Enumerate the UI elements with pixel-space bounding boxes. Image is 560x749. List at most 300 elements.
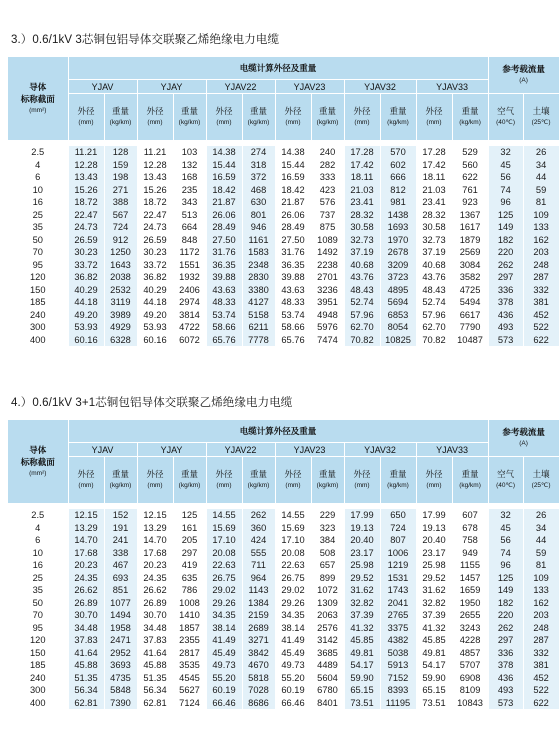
table-cell: 62.81 (68, 697, 104, 710)
table-row (8, 622, 559, 635)
table-row (8, 234, 559, 247)
table-cell: 23.17 (344, 547, 380, 560)
table-cell: 493 (488, 321, 523, 334)
table-cell: 17.10 (206, 534, 242, 547)
table-cell: 4725 (452, 284, 488, 297)
table-cell: 297 (488, 271, 523, 284)
table-row (8, 534, 559, 547)
table-cell: 34.48 (68, 622, 104, 635)
table-cell: 3723 (380, 271, 416, 284)
table-cell: 13.43 (68, 171, 104, 184)
table-cell: 40.68 (344, 259, 380, 272)
table-cell: 3084 (452, 259, 488, 272)
table-cell: 493 (488, 684, 523, 697)
table-cell: 45 (488, 159, 523, 172)
table-cell: 20.23 (137, 559, 173, 572)
cell-section: 35 (8, 584, 68, 597)
table-cell: 21.03 (344, 184, 380, 197)
table-cell: 15.69 (206, 522, 242, 535)
table-cell: 40.29 (68, 284, 104, 297)
table-cell: 59 (523, 547, 559, 560)
table-cell: 66.46 (275, 697, 311, 710)
table-row (8, 246, 559, 259)
header-outer-diameter-label: 外径 (215, 106, 233, 116)
header-outer-diameter (68, 94, 104, 141)
table-cell: 4489 (311, 659, 344, 672)
table-cell: 13.29 (68, 522, 104, 535)
table-cell: 635 (173, 572, 206, 585)
header-outer-diameter-unit: (mm) (354, 119, 370, 126)
table-cell: 12.28 (68, 159, 104, 172)
table-cell: 3814 (173, 309, 206, 322)
table-cell: 24.73 (137, 221, 173, 234)
table-cell: 2678 (380, 246, 416, 259)
table-cell: 37.39 (344, 609, 380, 622)
table-cell: 19.13 (344, 522, 380, 535)
table-cell: 513 (173, 209, 206, 222)
table-cell: 22.47 (137, 209, 173, 222)
table-cell: 981 (380, 196, 416, 209)
header-conductor-section (8, 57, 68, 141)
table-cell: 508 (311, 547, 344, 560)
table-cell: 128 (104, 146, 137, 159)
table-cell: 29.26 (275, 597, 311, 610)
table-cell: 41.32 (416, 622, 452, 635)
header-model: YJAV23 (275, 443, 344, 457)
table-cell: 26.75 (206, 572, 242, 585)
table-cell: 53.74 (275, 309, 311, 322)
table-cell: 21.87 (275, 196, 311, 209)
table-cell: 274 (242, 146, 275, 159)
header-weight-label: 重量 (461, 106, 479, 116)
table-cell: 56 (488, 534, 523, 547)
table-cell: 26.59 (68, 234, 104, 247)
table-cell: 32 (488, 509, 523, 522)
table-cell: 31.76 (206, 246, 242, 259)
header-outer-diameter-label: 外径 (77, 106, 95, 116)
table-cell: 4948 (311, 309, 344, 322)
header-model: YJAV33 (416, 443, 488, 457)
header-outer-diameter-unit: (mm) (285, 119, 301, 126)
table-cell: 37.19 (344, 246, 380, 259)
table-cell: 53.93 (137, 321, 173, 334)
table-cell: 666 (380, 171, 416, 184)
table-cell: 25.98 (416, 559, 452, 572)
cell-section: 16 (8, 559, 68, 572)
cell-section: 2.5 (8, 509, 68, 522)
table-cell: 43.76 (416, 271, 452, 284)
table-cell: 41.49 (206, 634, 242, 647)
table-cell: 191 (104, 522, 137, 535)
table-cell: 203 (523, 609, 559, 622)
header-outer-diameter (206, 457, 242, 504)
table-cell: 15.26 (68, 184, 104, 197)
header-soil-unit: (25℃) (531, 482, 551, 489)
table-cell: 18.11 (416, 171, 452, 184)
table-cell: 3842 (242, 647, 275, 660)
table-cell: 11.21 (68, 146, 104, 159)
table-cell: 622 (523, 334, 559, 347)
header-conductor-label: 导体 标称截面 (20, 81, 55, 104)
header-soil-label: 土壤 (532, 469, 550, 479)
table-cell: 11.21 (137, 146, 173, 159)
table-cell: 4722 (173, 321, 206, 334)
table-cell: 16.59 (206, 171, 242, 184)
table-cell: 567 (104, 209, 137, 222)
table-cell: 27.50 (206, 234, 242, 247)
table-cell: 22.47 (68, 209, 104, 222)
header-outer-diameter-unit: (mm) (78, 119, 94, 126)
table-cell: 419 (173, 559, 206, 572)
table-cell: 57.96 (416, 309, 452, 322)
table-cell: 34.35 (206, 609, 242, 622)
header-model: YJAV22 (206, 80, 275, 94)
table-cell: 1072 (311, 584, 344, 597)
header-weight-unit: (kg/km) (109, 482, 132, 489)
table-cell: 34 (523, 522, 559, 535)
table-cell: 1932 (173, 271, 206, 284)
table-cell: 44.18 (137, 296, 173, 309)
table-row (8, 221, 559, 234)
table-cell: 198 (104, 171, 137, 184)
table-cell: 630 (242, 196, 275, 209)
table-cell: 66.46 (206, 697, 242, 710)
table-cell: 1161 (242, 234, 275, 247)
table-cell: 37.19 (416, 246, 452, 259)
table-cell: 26.06 (275, 209, 311, 222)
table-cell: 15.69 (275, 522, 311, 535)
table-cell: 2569 (452, 246, 488, 259)
table-cell: 3142 (311, 634, 344, 647)
table-cell: 159 (104, 159, 137, 172)
cell-section: 150 (8, 647, 68, 660)
table-cell: 36.82 (68, 271, 104, 284)
table-cell: 26.89 (137, 597, 173, 610)
table-cell: 40.68 (416, 259, 452, 272)
table-cell: 45.49 (206, 647, 242, 660)
table-row (8, 196, 559, 209)
table-cell: 41.49 (275, 634, 311, 647)
table-cell: 13.29 (137, 522, 173, 535)
table-cell: 912 (104, 234, 137, 247)
table-row (8, 522, 559, 535)
table-cell: 44 (523, 171, 559, 184)
header-outer-diameter (344, 457, 380, 504)
table-cell: 73.51 (344, 697, 380, 710)
table-cell: 21.87 (206, 196, 242, 209)
table-row (8, 334, 559, 347)
table-cell: 39.88 (206, 271, 242, 284)
table-cell: 2355 (173, 634, 206, 647)
table-cell: 30.23 (68, 246, 104, 259)
table-cell: 60.19 (206, 684, 242, 697)
table-cell: 17.28 (344, 146, 380, 159)
table-cell: 381 (523, 659, 559, 672)
cell-section: 95 (8, 622, 68, 635)
table-cell: 19.13 (416, 522, 452, 535)
table-cell: 11195 (380, 697, 416, 710)
header-current-rating (488, 57, 559, 94)
table-cell: 2063 (311, 609, 344, 622)
header-air (488, 94, 523, 141)
table-cell: 607 (452, 509, 488, 522)
table-cell: 737 (311, 209, 344, 222)
table-cell: 70.82 (416, 334, 452, 347)
table-cell: 58.66 (275, 321, 311, 334)
cell-section: 10 (8, 184, 68, 197)
table-cell: 133 (523, 584, 559, 597)
header-model: YJAV33 (416, 80, 488, 94)
table-cell: 1494 (104, 609, 137, 622)
table-cell: 1006 (380, 547, 416, 560)
header-weight-label: 重量 (180, 106, 198, 116)
header-outer-diameter-label: 外径 (425, 469, 443, 479)
table-cell: 32.73 (416, 234, 452, 247)
table-cell: 44 (523, 534, 559, 547)
table-cell: 26.06 (206, 209, 242, 222)
table-cell: 37.39 (416, 609, 452, 622)
header-model: YJAV32 (344, 80, 416, 94)
table-cell: 240 (311, 146, 344, 159)
header-weight (104, 94, 137, 141)
cell-section: 4 (8, 522, 68, 535)
table-cell: 271 (104, 184, 137, 197)
header-weight-label: 重量 (249, 106, 267, 116)
table-cell: 51.35 (137, 672, 173, 685)
table-cell: 946 (242, 221, 275, 234)
table-cell: 10825 (380, 334, 416, 347)
table-cell: 45.85 (416, 634, 452, 647)
table-cell: 30.58 (416, 221, 452, 234)
table-cell: 3209 (380, 259, 416, 272)
table-cell: 2471 (104, 634, 137, 647)
table-header (8, 420, 559, 504)
table-cell: 18.11 (344, 171, 380, 184)
table-cell: 5604 (311, 672, 344, 685)
table-cell: 2974 (173, 296, 206, 309)
table-cell: 4735 (104, 672, 137, 685)
table-cell: 3375 (380, 622, 416, 635)
table-cell: 7790 (452, 321, 488, 334)
table-cell: 36.35 (206, 259, 242, 272)
table-cell: 436 (488, 309, 523, 322)
table-cell: 132 (173, 159, 206, 172)
table-cell: 388 (104, 196, 137, 209)
table-cell: 43.63 (206, 284, 242, 297)
table-cell: 807 (380, 534, 416, 547)
table-cell: 4228 (452, 634, 488, 647)
header-weight (311, 457, 344, 504)
table-cell: 262 (242, 509, 275, 522)
table-cell: 220 (488, 609, 523, 622)
table-cell: 1008 (173, 597, 206, 610)
table-cell: 20.40 (416, 534, 452, 547)
table-cell: 125 (488, 572, 523, 585)
table-cell: 23.41 (344, 196, 380, 209)
table-cell: 378 (488, 659, 523, 672)
table-cell: 657 (311, 559, 344, 572)
table-cell: 6328 (104, 334, 137, 347)
table-cell: 724 (104, 221, 137, 234)
table-cell: 20.08 (206, 547, 242, 560)
table-cell: 96 (488, 196, 523, 209)
table-cell: 31.76 (275, 246, 311, 259)
table-row (8, 609, 559, 622)
table-cell: 22.63 (275, 559, 311, 572)
table-cell: 7124 (173, 697, 206, 710)
header-outer-diameter (275, 457, 311, 504)
header-weight-unit: (kg/km) (459, 119, 481, 126)
table-cell: 5707 (452, 659, 488, 672)
header-weight-label: 重量 (111, 469, 129, 479)
table-cell: 24.35 (68, 572, 104, 585)
table-cell: 41.64 (137, 647, 173, 660)
table-cell: 43.63 (275, 284, 311, 297)
header-outer-diameter-label: 外径 (146, 106, 164, 116)
table-row (8, 259, 559, 272)
table-cell: 262 (488, 259, 523, 272)
table-cell: 711 (242, 559, 275, 572)
table-cell: 6780 (311, 684, 344, 697)
table-cell: 7778 (242, 334, 275, 347)
table-cell: 25.98 (344, 559, 380, 572)
table-cell: 297 (173, 547, 206, 560)
table-cell: 372 (242, 171, 275, 184)
table-cell: 1659 (452, 584, 488, 597)
table-cell: 248 (523, 259, 559, 272)
table-cell: 54.17 (416, 659, 452, 672)
spec-table (8, 57, 560, 346)
table-cell: 70.82 (344, 334, 380, 347)
cell-section: 185 (8, 296, 68, 309)
table-cell: 229 (311, 509, 344, 522)
table-cell: 3951 (311, 296, 344, 309)
table-cell: 318 (242, 159, 275, 172)
table-cell: 96 (488, 559, 523, 572)
table-cell: 73.51 (416, 697, 452, 710)
table-cell: 28.49 (206, 221, 242, 234)
table-cell: 45.88 (68, 659, 104, 672)
table-cell: 235 (173, 184, 206, 197)
table-cell: 6908 (452, 672, 488, 685)
table-cell: 149 (488, 221, 523, 234)
table-cell: 622 (452, 171, 488, 184)
header-air-unit: (40℃) (496, 119, 515, 126)
cell-section: 10 (8, 547, 68, 560)
table-cell: 3236 (311, 284, 344, 297)
table-cell: 60.16 (137, 334, 173, 347)
header-model: YJAV23 (275, 80, 344, 94)
header-outer-diameter (416, 457, 452, 504)
table-cell: 65.76 (275, 334, 311, 347)
header-weight (242, 94, 275, 141)
table-cell: 31.62 (344, 584, 380, 597)
table-cell: 30.23 (137, 246, 173, 259)
header-outer-diameter (344, 94, 380, 141)
table-cell: 560 (452, 159, 488, 172)
table-cell: 36.35 (275, 259, 311, 272)
table-cell: 161 (173, 522, 206, 535)
table-cell: 8686 (242, 697, 275, 710)
table-cell: 5158 (242, 309, 275, 322)
header-outer-diameter-label: 外径 (284, 469, 302, 479)
table-cell: 40.29 (137, 284, 173, 297)
table-cell: 12.28 (137, 159, 173, 172)
table-cell: 52.74 (416, 296, 452, 309)
header-soil-label: 土壤 (532, 106, 550, 116)
header-weight-unit: (kg/km) (247, 119, 270, 126)
table-cell: 30.70 (137, 609, 173, 622)
table-cell: 18.72 (68, 196, 104, 209)
table-cell: 336 (488, 284, 523, 297)
table-cell: 468 (242, 184, 275, 197)
table-cell: 8054 (380, 321, 416, 334)
table-cell: 338 (104, 547, 137, 560)
table-cell: 664 (173, 221, 206, 234)
table-cell: 162 (523, 234, 559, 247)
spec-table (8, 420, 560, 709)
table-cell: 1643 (104, 259, 137, 272)
header-outer-diameter (137, 457, 173, 504)
table-cell: 56 (488, 171, 523, 184)
table-cell: 786 (173, 584, 206, 597)
header-outer-diameter-label: 外径 (77, 469, 95, 479)
table-cell: 203 (523, 246, 559, 259)
header-outer-diameter-unit: (mm) (426, 482, 442, 489)
table-cell: 49.20 (137, 309, 173, 322)
table-cell: 573 (488, 334, 523, 347)
cell-section: 300 (8, 684, 68, 697)
header-weight (452, 457, 488, 504)
table-cell: 1743 (380, 584, 416, 597)
table-cell: 49.73 (275, 659, 311, 672)
table-cell: 17.99 (416, 509, 452, 522)
table-cell: 343 (173, 196, 206, 209)
table-cell: 4929 (104, 321, 137, 334)
header-weight (380, 94, 416, 141)
table-cell: 1155 (452, 559, 488, 572)
header-outer-diameter-unit: (mm) (354, 482, 370, 489)
header-weight-unit: (kg/km) (247, 482, 270, 489)
header-outer-diameter (68, 457, 104, 504)
table-cell: 32.73 (344, 234, 380, 247)
table-cell: 964 (242, 572, 275, 585)
table-cell: 436 (488, 672, 523, 685)
table-cell: 13.43 (137, 171, 173, 184)
header-conductor-section (8, 420, 68, 504)
table-cell: 17.68 (68, 547, 104, 560)
table-row (8, 321, 559, 334)
table-cell: 29.52 (416, 572, 452, 585)
header-weight-label: 重量 (318, 106, 336, 116)
table-cell: 34 (523, 159, 559, 172)
table-cell: 39.88 (275, 271, 311, 284)
table-row (8, 547, 559, 560)
table-cell: 3989 (104, 309, 137, 322)
table-cell: 5848 (104, 684, 137, 697)
table-cell: 678 (452, 522, 488, 535)
table-section-3plus1core (8, 395, 554, 709)
table-cell: 3119 (104, 296, 137, 309)
table-cell: 5976 (311, 321, 344, 334)
table-cell: 287 (523, 271, 559, 284)
table-cell: 28.32 (344, 209, 380, 222)
table-cell: 29.02 (206, 584, 242, 597)
table-cell: 59 (523, 184, 559, 197)
table-cell: 20.40 (344, 534, 380, 547)
table-cell: 1693 (380, 221, 416, 234)
table-cell: 7152 (380, 672, 416, 685)
